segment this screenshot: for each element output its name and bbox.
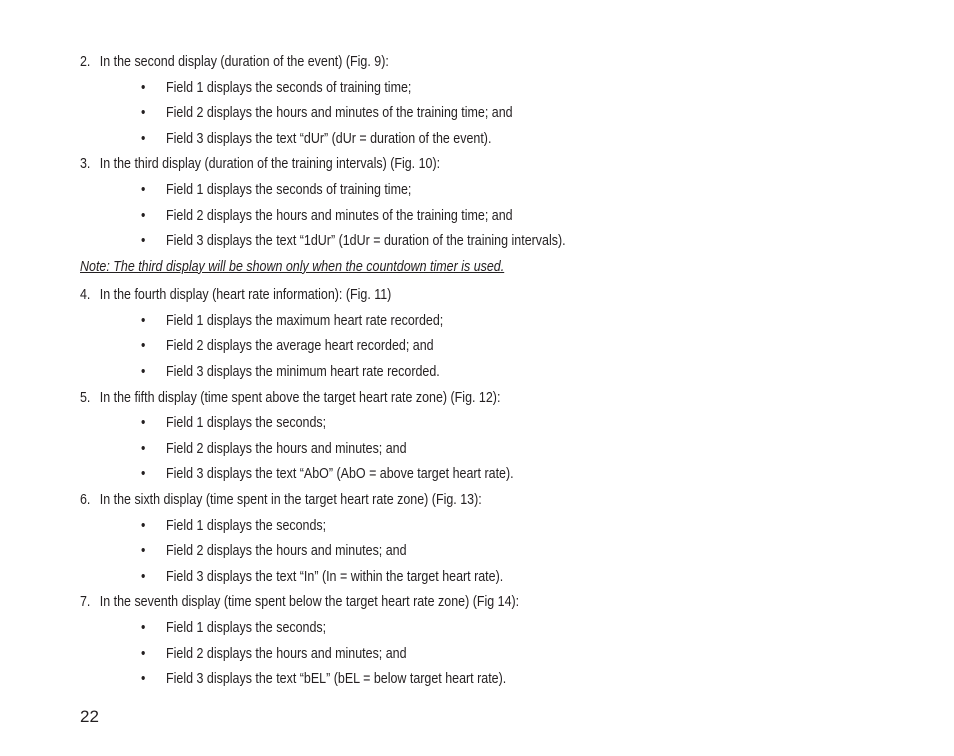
bullet-item [80, 334, 785, 360]
bullet-item [80, 667, 785, 693]
bullet-item [80, 229, 785, 255]
bullet-text: Field 2 displays the average heart recorded; and [166, 338, 434, 355]
bullet-item [80, 127, 785, 153]
bullet-text: Field 2 displays the hours and minutes; and [166, 645, 407, 662]
bullet-glyph: • [141, 543, 146, 560]
item-number: 6. [80, 492, 91, 508]
bullet-glyph: • [141, 440, 146, 457]
bullet-item [80, 462, 785, 488]
bullet-text: Field 3 displays the text “AbO” (AbO = above target heart rate). [166, 466, 514, 483]
list-item [80, 283, 785, 309]
item-number: 2. [80, 54, 91, 70]
bullet-glyph: • [141, 415, 146, 432]
instruction-list [80, 50, 900, 693]
bullet-glyph: • [141, 466, 146, 483]
item-number: 3. [80, 156, 91, 173]
item-text: In the fifth display (time spent above the target heart rate zone) (Fig. 12): [99, 389, 501, 406]
bullet-glyph: • [141, 568, 146, 585]
note-text: Note: The third display will be shown only when the countdown timer is used. [80, 258, 505, 275]
bullet-text: Field 3 displays the text “1dUr” (1dUr = duration of the training intervals). [166, 233, 566, 250]
item-text: In the seventh display (time spent below the target heart rate zone) (Fig 14): [99, 594, 520, 611]
bullet-text: Field 1 displays the seconds; [166, 517, 327, 534]
bullet-item [80, 309, 785, 335]
bullet-item [80, 76, 785, 102]
bullet-item [80, 565, 785, 591]
bullet-text: Field 3 displays the text “In” (In = within the target heart rate). [166, 568, 504, 585]
bullet-glyph: • [141, 671, 146, 688]
bullet-glyph: • [141, 338, 146, 355]
bullet-glyph: • [141, 181, 146, 198]
item-text: In the sixth display (time spent in the target heart rate zone) (Fig. 13): [99, 492, 482, 508]
list-item [80, 590, 785, 616]
bullet-text: Field 1 displays the seconds of training time; [166, 79, 412, 96]
list-item [80, 50, 785, 76]
bullet-glyph: • [141, 312, 146, 329]
item-text: In the second display (duration of the event) (Fig. 9): [99, 54, 389, 70]
item-text: In the third display (duration of the training intervals) (Fig. 10): [99, 156, 441, 173]
bullet-text: Field 1 displays the seconds; [166, 415, 327, 432]
item-number: 5. [80, 389, 91, 406]
bullet-text: Field 2 displays the hours and minutes of the training time; and [166, 105, 513, 122]
bullet-item [80, 642, 785, 668]
item-number: 7. [80, 594, 91, 611]
bullet-text: Field 1 displays the seconds; [166, 619, 327, 636]
bullet-text: Field 2 displays the hours and minutes of the training time; and [166, 207, 513, 224]
bullet-text: Field 1 displays the maximum heart rate recorded; [166, 312, 444, 329]
bullet-item [80, 178, 785, 204]
bullet-item [80, 616, 785, 642]
bullet-item [80, 101, 785, 127]
bullet-item [80, 360, 785, 386]
item-number: 4. [80, 287, 91, 304]
page-number: 22 [80, 707, 99, 726]
bullet-text: Field 1 displays the seconds of training time; [166, 181, 412, 198]
list-item [80, 386, 785, 412]
bullet-item [80, 411, 785, 437]
bullet-glyph: • [141, 364, 146, 381]
bullet-item [80, 437, 785, 463]
bullet-glyph: • [141, 619, 146, 636]
item-text: In the fourth display (heart rate information): (Fig. 11) [99, 287, 392, 304]
bullet-item [80, 539, 785, 565]
bullet-text: Field 3 displays the minimum heart rate recorded. [166, 364, 440, 381]
bullet-item [80, 514, 785, 540]
bullet-text: Field 2 displays the hours and minutes; and [166, 440, 407, 457]
bullet-glyph: • [141, 79, 146, 96]
bullet-item [80, 204, 785, 230]
bullet-text: Field 3 displays the text “bEL” (bEL = below target heart rate). [166, 671, 507, 688]
bullet-glyph: • [141, 207, 146, 224]
list-item [80, 488, 785, 514]
bullet-glyph: • [141, 645, 146, 662]
bullet-glyph: • [141, 517, 146, 534]
bullet-glyph: • [141, 105, 146, 122]
bullet-glyph: • [141, 130, 146, 147]
bullet-text: Field 3 displays the text “dUr” (dUr = duration of the event). [166, 130, 492, 147]
bullet-text: Field 2 displays the hours and minutes; and [166, 543, 407, 560]
bullet-glyph: • [141, 233, 146, 250]
list-item [80, 152, 785, 178]
